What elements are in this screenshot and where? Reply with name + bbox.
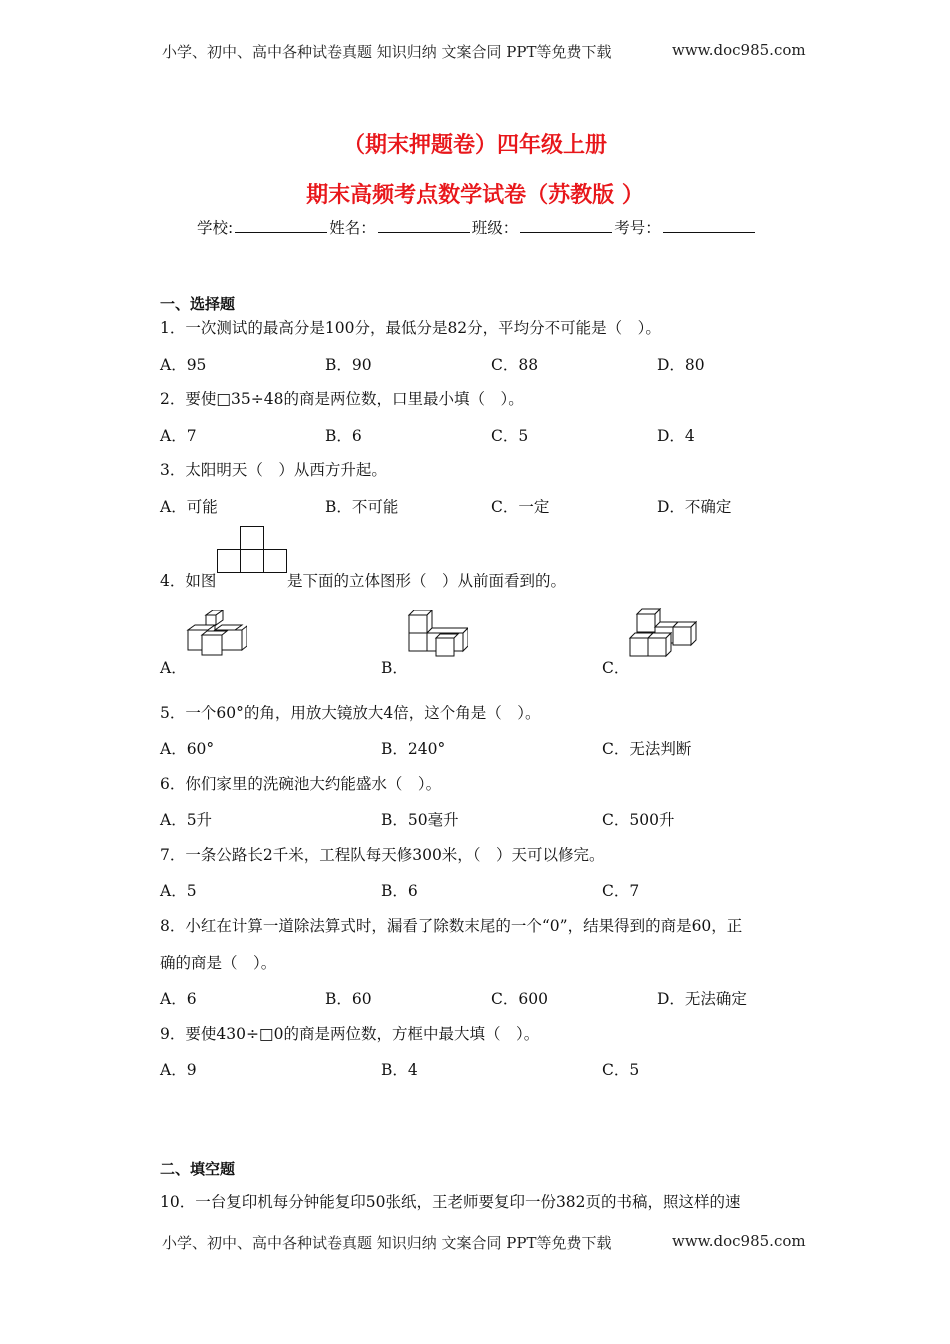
title-line-1: （期末押题卷）四年级上册 bbox=[342, 133, 607, 158]
q9-option-c[interactable]: C．5 bbox=[602, 1061, 640, 1079]
question-5: 5．一个60°的角，用放大镜放大4倍，这个角是（ ）。 bbox=[160, 704, 541, 722]
question-8-line-1: 8．小红在计算一道除法算式时，漏看了除数末尾的一个“0”，结果得到的商是60，正 bbox=[160, 917, 743, 935]
number-label: 考号： bbox=[614, 219, 661, 237]
question-6: 6．你们家里的洗碗池大约能盛水（ ）。 bbox=[160, 775, 442, 793]
q2-option-d[interactable]: D．4 bbox=[657, 427, 695, 445]
q3-option-b[interactable]: B．不可能 bbox=[325, 498, 399, 516]
class-label: 班级： bbox=[471, 219, 519, 237]
q4-option-b[interactable]: B． bbox=[381, 659, 408, 677]
question-2: 2．要使□35÷48的商是两位数，口里最小填（ ）。 bbox=[160, 390, 524, 408]
q3-option-c[interactable]: C．一定 bbox=[491, 498, 550, 516]
name-blank[interactable] bbox=[378, 218, 470, 233]
q7-option-a[interactable]: A．5 bbox=[160, 882, 197, 900]
q5-option-a[interactable]: A．60° bbox=[160, 740, 215, 758]
question-9: 9．要使430÷□0的商是两位数，方框中最大填（ ）。 bbox=[160, 1025, 540, 1043]
footer-url[interactable]: www.doc985.com bbox=[672, 1232, 806, 1250]
title-line-2: 期末高频考点数学试卷（苏教版 ） bbox=[306, 183, 644, 208]
q1-option-b[interactable]: B．90 bbox=[325, 356, 372, 374]
q1-option-c[interactable]: C．88 bbox=[491, 356, 539, 374]
q8-option-a[interactable]: A．6 bbox=[160, 990, 197, 1008]
q4-option-c[interactable]: C． bbox=[602, 659, 630, 677]
school-label: 学校: bbox=[197, 219, 234, 237]
q9-option-a[interactable]: A．9 bbox=[160, 1061, 197, 1079]
q2-option-c[interactable]: C．5 bbox=[491, 427, 529, 445]
header-url[interactable]: www.doc985.com bbox=[672, 41, 806, 59]
q7-option-c[interactable]: C．7 bbox=[602, 882, 640, 900]
q6-option-c[interactable]: C．500升 bbox=[602, 811, 675, 829]
front-view-figure bbox=[217, 526, 287, 574]
section-heading-fill: 二、填空题 bbox=[160, 1160, 236, 1178]
q1-option-d[interactable]: D．80 bbox=[657, 356, 705, 374]
q3-option-d[interactable]: D．不确定 bbox=[657, 498, 732, 516]
q5-option-c[interactable]: C．无法判断 bbox=[602, 740, 692, 758]
school-blank[interactable] bbox=[235, 218, 327, 233]
q9-option-b[interactable]: B．4 bbox=[381, 1061, 418, 1079]
q4-option-a-cubes[interactable] bbox=[185, 610, 247, 660]
q4-option-c-cubes[interactable] bbox=[627, 608, 697, 660]
question-3: 3．太阳明天（ ）从西方升起。 bbox=[160, 461, 387, 479]
q5-option-b[interactable]: B．240° bbox=[381, 740, 446, 758]
q1-option-a[interactable]: A．95 bbox=[160, 356, 207, 374]
q6-option-b[interactable]: B．50毫升 bbox=[381, 811, 459, 829]
header-text: 小学、初中、高中各种试卷真题 知识归纳 文案合同 PPT等免费下载 bbox=[162, 43, 612, 61]
q7-option-b[interactable]: B．6 bbox=[381, 882, 418, 900]
question-8-line-2: 确的商是（ ）。 bbox=[160, 954, 277, 972]
question-4-suffix: 是下面的立体图形（ ）从前面看到的。 bbox=[287, 572, 567, 590]
section-heading-choice: 一、选择题 bbox=[160, 295, 236, 313]
q2-option-b[interactable]: B．6 bbox=[325, 427, 362, 445]
q8-option-d[interactable]: D．无法确定 bbox=[657, 990, 747, 1008]
number-blank[interactable] bbox=[663, 218, 755, 233]
q2-option-a[interactable]: A．7 bbox=[160, 427, 197, 445]
footer-text: 小学、初中、高中各种试卷真题 知识归纳 文案合同 PPT等免费下载 bbox=[162, 1234, 612, 1252]
q6-option-a[interactable]: A．5升 bbox=[160, 811, 213, 829]
question-4-prefix: 4．如图 bbox=[160, 572, 217, 590]
name-label: 姓名： bbox=[329, 219, 376, 237]
question-7: 7．一条公路长2千米，工程队每天修300米，（ ）天可以修完。 bbox=[160, 846, 605, 864]
q8-option-b[interactable]: B．60 bbox=[325, 990, 372, 1008]
question-10: 10．一台复印机每分钟能复印50张纸，王老师要复印一份382页的书稿，照这样的速 bbox=[160, 1193, 741, 1211]
question-1: 1．一次测试的最高分是100分，最低分是82分，平均分不可能是（ ）。 bbox=[160, 319, 661, 337]
student-info-line bbox=[197, 216, 757, 238]
q4-option-a[interactable]: A． bbox=[160, 659, 187, 677]
q4-option-b-cubes[interactable] bbox=[406, 610, 468, 660]
q3-option-a[interactable]: A．可能 bbox=[160, 498, 218, 516]
q8-option-c[interactable]: C．600 bbox=[491, 990, 548, 1008]
class-blank[interactable] bbox=[520, 218, 612, 233]
